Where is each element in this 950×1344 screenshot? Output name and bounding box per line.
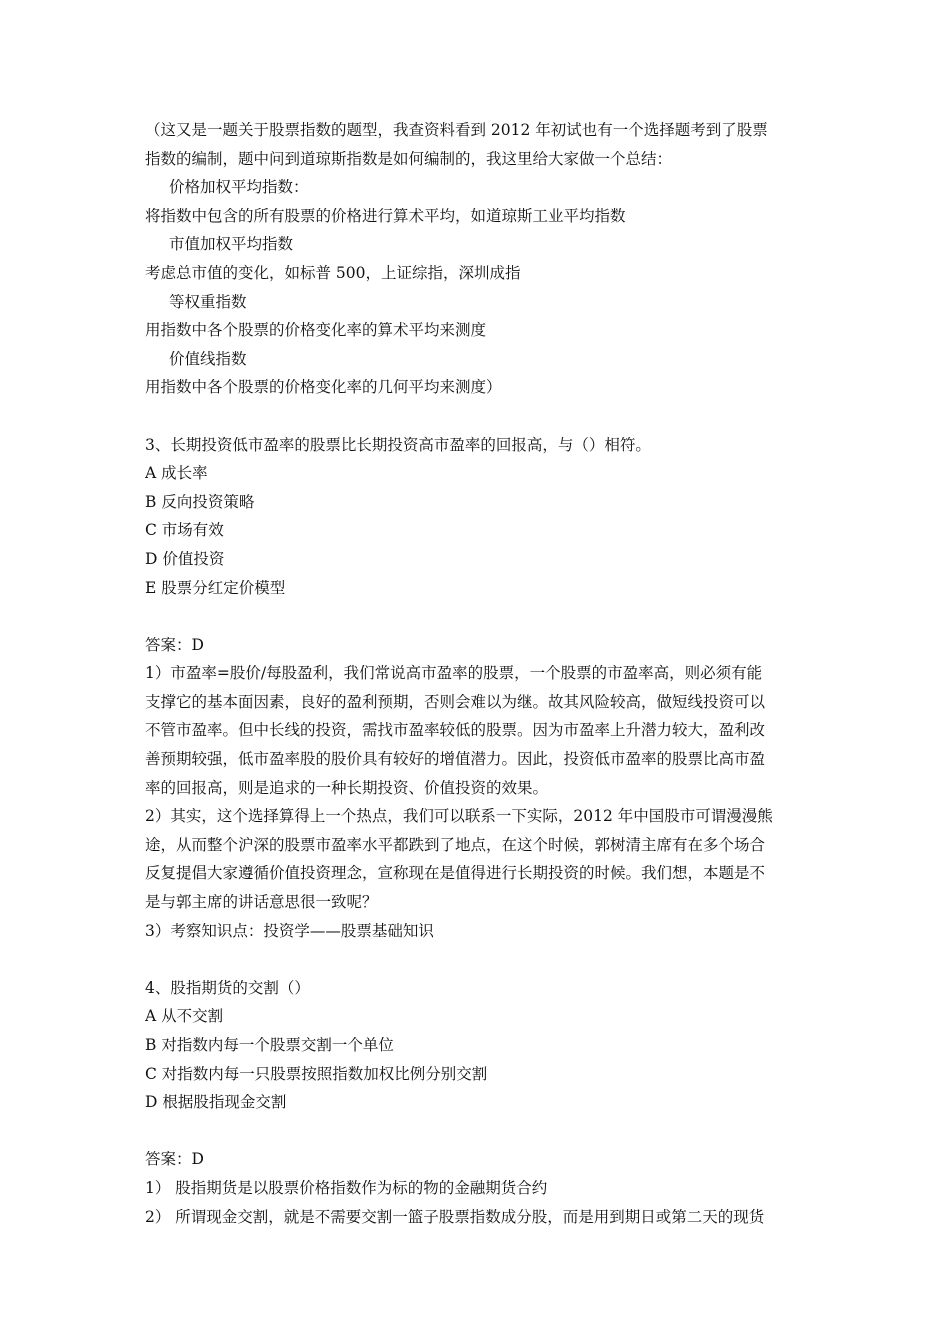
explanation-line: 1） 股指期货是以股票价格指数作为标的物的金融期货合约 <box>145 1178 548 1197</box>
document-page <box>145 116 815 1231</box>
question-4 <box>145 974 815 1231</box>
explanation-line: 3）考察知识点：投资学——股票基础知识 <box>145 921 434 940</box>
index-type-list <box>145 173 815 402</box>
question-stem: 3、长期投资低市盈率的股票比长期投资高市盈率的回报高，与（）相符。 <box>145 435 651 454</box>
option-d: D 价值投资 <box>145 549 225 568</box>
answer-label: 答案：D <box>145 1150 204 1169</box>
explanation-line: 2）其实，这个选择算得上一个热点，我们可以联系一下实际，2012 年中国股市可谓漫漫熊 <box>145 807 773 826</box>
index-type-name: 市值加权平均指数 <box>169 235 294 254</box>
option-a: A 成长率 <box>145 464 208 483</box>
option-b: B 反向投资策略 <box>145 492 255 511</box>
option-c: C 对指数内每一只股票按照指数加权比例分别交割 <box>145 1064 488 1083</box>
index-type-name: 价格加权平均指数： <box>169 178 309 197</box>
index-type-name: 价值线指数 <box>169 349 247 368</box>
explanation-line: 反复提倡大家遵循价值投资理念，宣称现在是值得进行长期投资的时候。我们想，本题是不 <box>145 864 766 883</box>
index-type-desc: 用指数中各个股票的价格变化率的算术平均来测度 <box>145 321 487 340</box>
explanation-line: 1）市盈率=股价/每股盈利，我们常说高市盈率的股票，一个股票的市盈率高，则必须有能 <box>145 664 763 683</box>
option-b: B 对指数内每一个股票交割一个单位 <box>145 1036 394 1054</box>
intro-note-line: 指数的编制，题中问到道琼斯指数是如何编制的，我这里给大家做一个总结： <box>145 149 673 168</box>
index-type-desc: 用指数中各个股票的价格变化率的几何平均来测度） <box>145 378 502 397</box>
explanation-line: 是与郭主席的讲话意思很一致呢？ <box>145 893 378 912</box>
option-e: E 股票分红定价模型 <box>145 578 286 597</box>
option-a: A 从不交割 <box>145 1007 224 1026</box>
index-type-desc: 考虑总市值的变化，如标普 500，上证综指，深圳成指 <box>145 263 521 282</box>
explanation-line: 善预期较强，低市盈率股的股价具有较好的增值潜力。因此，投资低市盈率的股票比高市盈 <box>145 750 766 769</box>
question-3 <box>145 431 815 946</box>
spacer <box>145 602 815 631</box>
explanation-line: 支撑它的基本面因素，良好的盈利预期，否则会难以为继。故其风险较高，做短线投资可以 <box>145 692 766 711</box>
question-stem: 4、股指期货的交割（） <box>145 978 310 997</box>
spacer <box>145 402 815 431</box>
explanation-line: 不管市盈率。但中长线的投资，需找市盈率较低的股票。因为市盈率上升潜力较大，盈利改 <box>145 721 766 740</box>
intro-note-line: （这又是一题关于股票指数的题型，我查资料看到 2012 年初试也有一个选择题考到了股票 <box>145 121 768 139</box>
explanation-line: 途，从而整个沪深的股票市盈率水平都跌到了地点，在这个时候，郭树清主席有在多个场合 <box>145 835 766 854</box>
intro-note <box>145 116 815 173</box>
explanation-line: 2） 所谓现金交割，就是不需要交割一篮子股票指数成分股，而是用到期日或第二天的现货 <box>145 1207 765 1226</box>
explanation-line: 率的回报高，则是追求的一种长期投资、价值投资的效果。 <box>145 778 549 797</box>
option-d: D 根据股指现金交割 <box>145 1093 287 1112</box>
answer-label: 答案：D <box>145 635 204 654</box>
spacer <box>145 945 815 974</box>
spacer <box>145 1117 815 1146</box>
index-type-name: 等权重指数 <box>169 292 247 311</box>
option-c: C 市场有效 <box>145 521 224 540</box>
index-type-desc: 将指数中包含的所有股票的价格进行算术平均，如道琼斯工业平均指数 <box>145 206 626 225</box>
